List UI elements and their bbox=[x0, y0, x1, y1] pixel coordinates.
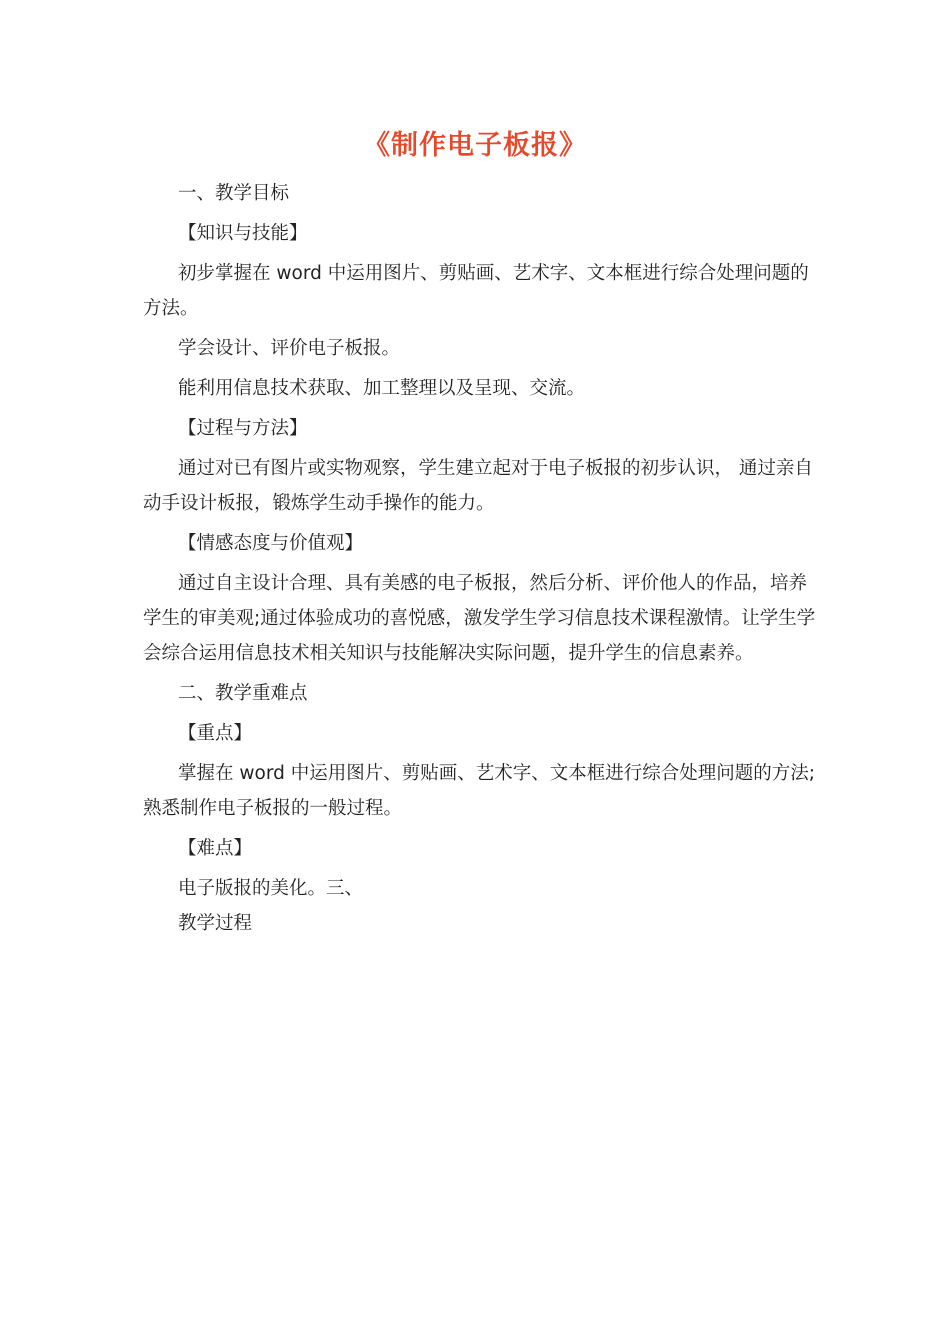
paragraph-emotion-values: 通过自主设计合理、具有美感的电子板报，然后分析、评价他人的作品，培养学生的审美观;通过体验成功的喜悦感，激发学生学习信息技术课程激情。让学生学会综合运用信息技术相关知识与技能解决实际问题，提升学生的信息素养。 bbox=[143, 573, 816, 664]
subheading-process-method: 【过程与方法】 bbox=[178, 418, 308, 439]
document-title: 《制作电子板报》 bbox=[363, 130, 587, 161]
paragraph-difficult-points: 电子版报的美化。三、 bbox=[178, 878, 364, 899]
subheading-key-points: 【重点】 bbox=[178, 723, 253, 744]
paragraph-key-points: 掌握在 word 中运用图片、剪贴画、艺术字、文本框进行综合处理问题的方法;熟悉制作电子板报的一般过程。 bbox=[143, 763, 815, 819]
paragraph-knowledge-3: 能利用信息技术获取、加工整理以及呈现、交流。 bbox=[178, 378, 586, 399]
paragraph-teaching-process: 教学过程 bbox=[178, 913, 253, 934]
paragraph-knowledge-1: 初步掌握在 word 中运用图片、剪贴画、艺术字、文本框进行综合处理问题的方法。 bbox=[143, 263, 809, 319]
subheading-difficult-points: 【难点】 bbox=[178, 838, 253, 859]
paragraph-knowledge-2: 学会设计、评价电子板报。 bbox=[178, 338, 401, 359]
subheading-knowledge-skills: 【知识与技能】 bbox=[178, 223, 308, 244]
document-body bbox=[143, 176, 823, 946]
paragraph-process-method: 通过对已有图片或实物观察，学生建立起对于电子板报的初步认识， 通过亲自动手设计板报，锻炼学生动手操作的能力。 bbox=[143, 458, 813, 514]
heading-teaching-objectives: 一、教学目标 bbox=[178, 183, 290, 204]
heading-key-difficult-points: 二、教学重难点 bbox=[178, 683, 308, 704]
subheading-emotion-values: 【情感态度与价值观】 bbox=[178, 533, 364, 554]
